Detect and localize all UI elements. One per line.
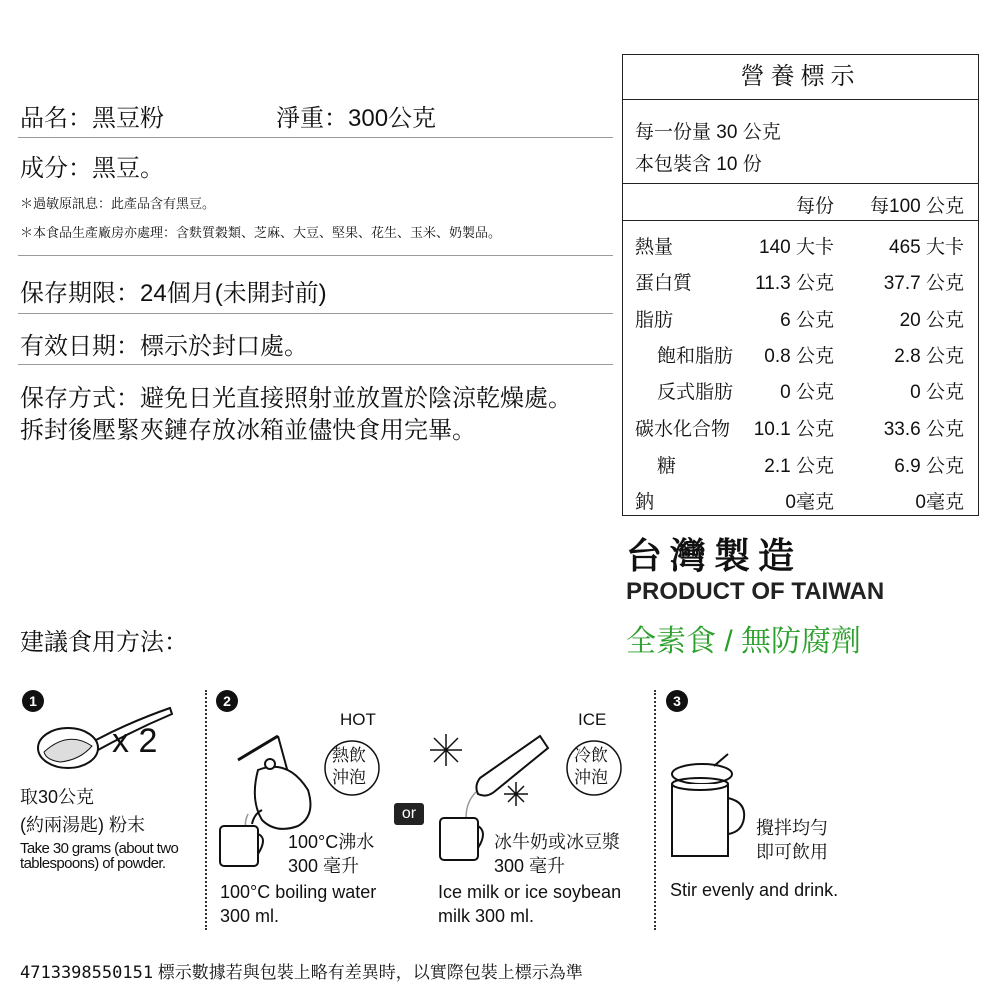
row-name: 反式脂肪 (657, 382, 734, 403)
ice-en1: Ice milk or ice soybean (438, 882, 622, 902)
hot-en1: 100°C boiling water (220, 882, 377, 902)
hot-badge-line2: 沖泡 (332, 768, 366, 787)
serving-size: 每一份量 30 公克 (635, 122, 781, 143)
step-number: 1 (22, 690, 44, 712)
step-divider (205, 690, 207, 930)
row-name: 碳水化合物 (635, 419, 731, 440)
ice-zh2: 300 毫升 (494, 856, 566, 876)
step3-en: Stir evenly and drink. (670, 880, 839, 900)
hot-en2: 300 ml. (220, 906, 280, 926)
row-name: 蛋白質 (635, 273, 693, 294)
nutrition-title: 營養標示 (623, 55, 978, 100)
row-per: 10.1 公克 (753, 419, 834, 440)
step-divider (654, 690, 656, 930)
origin-zh: 台灣製造 (626, 535, 803, 576)
step-number: 2 (216, 690, 238, 712)
row-per: 0.8 公克 (764, 346, 834, 367)
barcode-number: 4713398550151 (20, 963, 154, 983)
row-per100: 20 公克 (899, 310, 964, 331)
spoon-multiplier: x 2 (112, 722, 158, 760)
row-name: 糖 (657, 456, 677, 477)
row-per: 140 大卡 (759, 237, 834, 258)
row-name: 熱量 (635, 237, 674, 258)
ingredients: 成分：黑豆。 (20, 155, 164, 182)
factory-note: ＊本食品生產廠房亦處理：含麩質穀類、芝麻、大豆、堅果、花生、玉米、奶製品。 (20, 225, 502, 240)
usage-heading: 建議食用方法： (20, 629, 188, 656)
spoon-icon (30, 700, 190, 780)
row-name: 脂肪 (635, 310, 674, 331)
row-per100: 6.9 公克 (894, 456, 964, 477)
row-per100: 33.6 公克 (883, 419, 964, 440)
expiry-date: 有效日期：標示於封口處。 (20, 333, 308, 360)
shelf-life: 保存期限：24個月(未開封前) (20, 280, 327, 307)
step1-zh1: 取30公克 (20, 787, 95, 807)
col-per-100g: 每100 公克 (870, 196, 964, 217)
row-per: 0毫克 (785, 492, 834, 513)
ice-en2: milk 300 ml. (438, 906, 535, 926)
step-number: 3 (666, 690, 688, 712)
servings-per-pack: 本包裝含 10 份 (635, 154, 762, 175)
ice-badge-line2: 沖泡 (574, 768, 608, 787)
divider (18, 313, 613, 314)
step3-zh1: 攪拌均勻 (756, 818, 828, 838)
row-per: 11.3 公克 (755, 273, 834, 294)
allergen-note: ＊過敏原訊息：此產品含有黑豆。 (20, 196, 216, 211)
footer-note: 標示數據若與包裝上略有差異時，以實際包裝上標示為準 (157, 963, 583, 982)
row-per: 0 公克 (780, 382, 834, 403)
or-badge: or (394, 803, 424, 825)
nutrition-table (622, 54, 979, 516)
divider (18, 255, 613, 256)
row-name: 飽和脂肪 (657, 346, 734, 367)
step1-en: Take 30 grams (about two tablespoons) of powder. (20, 840, 179, 872)
hot-zh1: 100°C沸水 (288, 832, 375, 852)
net-weight: 淨重：300公克 (276, 105, 437, 132)
row-name: 鈉 (635, 492, 655, 513)
row-per: 6 公克 (780, 310, 834, 331)
hot-badge-line1: 熱飲 (332, 746, 366, 765)
row-per: 2.1 公克 (764, 456, 834, 477)
storage-line1: 保存方式：避免日光直接照射並放置於陰涼乾燥處。 (20, 385, 572, 412)
divider (18, 137, 613, 138)
step3-zh2: 即可飲用 (756, 842, 828, 862)
step1-zh2: (約兩湯匙) 粉末 (20, 815, 145, 835)
col-per-serving: 每份 (795, 196, 834, 217)
row-per100: 0毫克 (915, 492, 964, 513)
ice-zh1: 冰牛奶或冰豆漿 (494, 832, 620, 852)
row-per100: 37.7 公克 (883, 273, 964, 294)
product-name: 品名：黑豆粉 (20, 105, 164, 132)
origin-en: PRODUCT OF TAIWAN (626, 578, 885, 605)
footer (20, 958, 583, 983)
hot-zh2: 300 毫升 (288, 856, 360, 876)
divider (18, 364, 613, 365)
ice-badge-line1: 冷飲 (574, 746, 608, 765)
row-per100: 0 公克 (910, 382, 964, 403)
stir-cup-icon (664, 752, 754, 864)
hot-label: HOT (340, 710, 376, 729)
row-per100: 465 大卡 (889, 237, 964, 258)
row-per100: 2.8 公克 (894, 346, 964, 367)
storage-line2: 拆封後壓緊夾鏈存放冰箱並儘快食用完畢。 (20, 417, 476, 444)
vegan-note: 全素食 / 無防腐劑 (626, 625, 862, 658)
ice-label: ICE (578, 710, 607, 729)
